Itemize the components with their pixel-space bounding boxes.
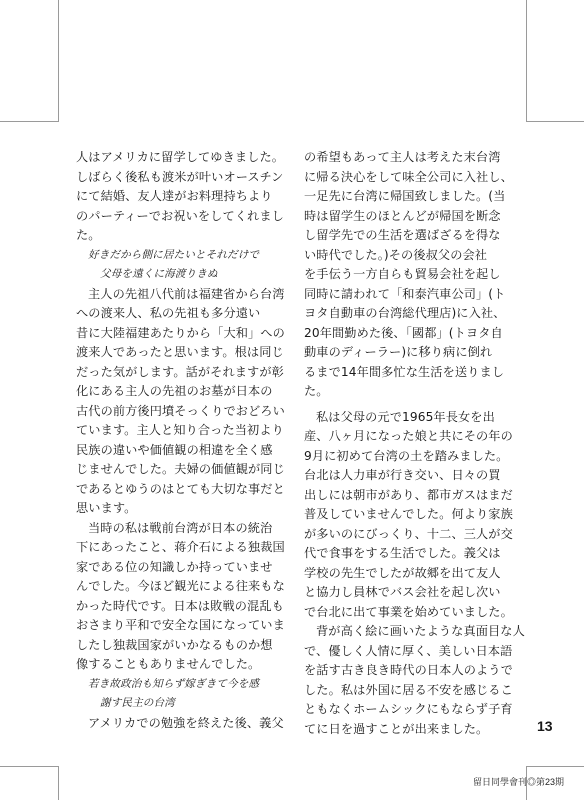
- text-line: ともなくホームシックにもならず子育: [304, 702, 513, 716]
- text-line: てに日を過すことが出来ました。: [304, 721, 489, 736]
- text-line: ています。主人と知り合った当初より: [76, 423, 284, 437]
- text-line: 台北は人力車が行き交い、日々の買: [304, 468, 501, 482]
- poem-line: 好きだから側に居たいとそれだけで: [88, 248, 260, 261]
- text-line: 産、八ヶ月になった娘と共にその年の: [304, 429, 513, 443]
- text-line: 普及していませんでした。何より家族: [304, 507, 513, 521]
- text-line: にて結婚、友人達がお料理持ちより: [76, 189, 273, 203]
- text-line: で台北に出て事業を始めていました。: [304, 604, 513, 619]
- text-column-left: [76, 148, 308, 733]
- text-line: だった気がします。話がそれますが彰: [76, 364, 284, 379]
- crop-mark-bottom-left: [0, 766, 58, 767]
- text-line: んでした。今ほど観光による往来もな: [76, 579, 285, 593]
- text-line: 民族の違いや価値観の相違を全く感: [76, 442, 273, 457]
- text-line: 学校の先生でしたが故郷を出て友人: [304, 565, 501, 580]
- text-line: 動車のディーラー)に移り病に倒れ: [304, 345, 493, 359]
- text-line: 家である位の知識しか持っていませ: [76, 559, 273, 574]
- text-line: を手伝う一方自らも貿易会社を起し: [304, 267, 501, 281]
- text-line: 人はアメリカに留学してゆきました。: [76, 150, 285, 164]
- page-number: 13: [537, 718, 553, 734]
- text-line: であるとゆうのはとても大切な事だと: [76, 481, 285, 496]
- text-line: 古代の前方後円墳そっくりでおどろい: [76, 403, 285, 418]
- text-line: ヨタ自動車の台湾総代理店)に入社、: [304, 306, 506, 320]
- text-line: 渡来人であったと思います。根は同じ: [76, 345, 284, 359]
- text-line: かった時代です。日本は敗戦の混乱も: [76, 598, 284, 613]
- poem-line: 父母を遠くに海渡りきぬ: [100, 268, 218, 280]
- text-line: した。私は外国に居る不安を感じるこ: [304, 682, 513, 697]
- crop-mark-top-right-vertical: [526, 0, 527, 122]
- text-line: 思います。: [76, 501, 137, 515]
- text-line: 当時の私は戦前台湾が日本の統治: [88, 520, 273, 535]
- text-line: た。: [76, 228, 101, 242]
- text-line: 9月に初めて台湾の土を踏みました。: [304, 448, 509, 463]
- text-line: 私は父母の元で1965年長女を出: [316, 409, 495, 424]
- text-line: た。: [304, 384, 329, 398]
- text-line: を話す古き良き時代の日本人のようで: [304, 663, 513, 677]
- text-line: 下にあったこと、蒋介石による独裁国: [76, 540, 285, 554]
- text-line: い時代でした。)その後叔父の会社: [304, 247, 488, 262]
- text-line: 主人の先祖八代前は福建省から台湾: [88, 286, 285, 301]
- text-line: に帰る決心をして味全公司に入社し、: [304, 169, 513, 184]
- text-line: 20年間勤めた後、「國都」(トヨタ自: [304, 325, 503, 340]
- publication-footer: 留日同學會刊◎第23期: [472, 777, 564, 787]
- text-line: おさまり平和で安全な国になっていま: [76, 618, 285, 632]
- text-line: し留学先での生活を選ばざるを得な: [304, 228, 501, 242]
- text-line: 像することもありませんでした。: [76, 657, 261, 671]
- crop-mark-bottom-left-vertical: [58, 766, 59, 800]
- text-line: じませんでした。夫婦の価値観が同じ: [76, 462, 285, 476]
- text-line: 一足先に台湾に帰国致しました。(当: [304, 189, 506, 203]
- text-line: しばらく後私も渡米が叶いオースチン: [76, 169, 284, 184]
- text-line: 同時に請われて「和泰汽車公司」(ト: [304, 286, 506, 301]
- crop-mark-top-right: [526, 121, 584, 122]
- text-column-right: [304, 148, 536, 739]
- text-line: と協力し員林でバス会社を起し次い: [304, 585, 501, 599]
- text-line: 出しには朝市があり、都市ガスはまだ: [304, 487, 513, 502]
- text-line: への渡来人、私の先祖も多分遠い: [76, 306, 261, 320]
- text-line: るまで14年間多忙な生活を送りまし: [304, 364, 505, 379]
- crop-mark-bottom-right: [526, 766, 584, 767]
- text-line: 背が高く絵に画いたような真面目な人: [316, 624, 525, 638]
- text-line: の希望もあって主人は考えた末台湾: [304, 150, 501, 164]
- text-line: で、優しく人情に厚く、美しい日本語: [304, 643, 513, 658]
- crop-mark-top-left: [0, 121, 58, 122]
- text-line: 化にある主人の先祖のお墓が日本の: [76, 384, 273, 398]
- text-line: 代で食事をする生活でした。義父は: [304, 546, 501, 560]
- poem-line: 若き故政治も知らず嫁ぎきて今を感: [88, 677, 260, 690]
- text-line: したし独裁国家がいかなるものか想: [76, 637, 273, 652]
- text-line: アメリカでの勉強を終えた後、義父: [88, 715, 284, 730]
- text-line: のパーティーでお祝いをしてくれまし: [76, 208, 284, 223]
- poem-line: 謝す民主の台湾: [100, 697, 175, 709]
- text-line: 昔に大陸福建あたりから「大和」への: [76, 325, 285, 340]
- text-line: 時は留学生のほとんどが帰国を断念: [304, 208, 501, 223]
- text-line: が多いのにびっくり、十二、三人が交: [304, 526, 513, 541]
- crop-mark-top-left-vertical: [58, 0, 59, 122]
